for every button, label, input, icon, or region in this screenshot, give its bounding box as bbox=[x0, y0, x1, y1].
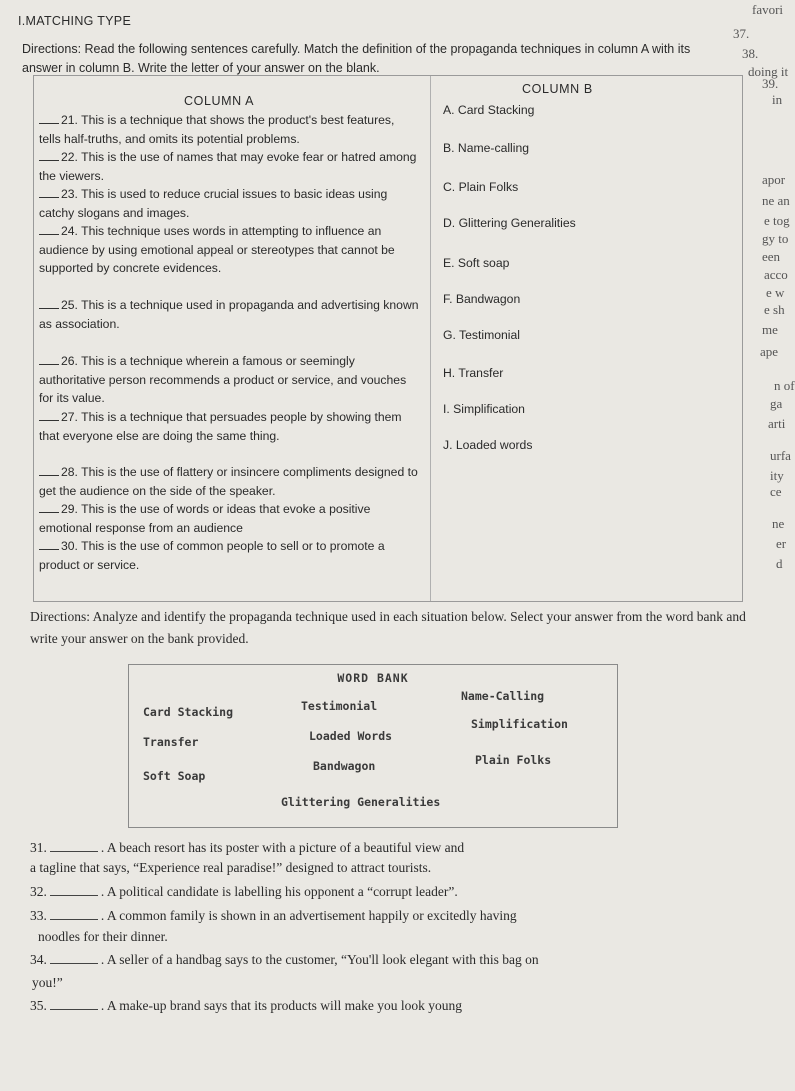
column-b-option: B. Name-calling bbox=[443, 141, 530, 155]
column-a-item: 29. This is the use of words or ideas that evoke a positive emotional response from an audience bbox=[39, 502, 371, 535]
margin-fragment: 39. bbox=[762, 76, 779, 91]
answer-blank[interactable] bbox=[39, 352, 59, 365]
answer-blank[interactable] bbox=[39, 222, 59, 235]
margin-fragment: acco bbox=[764, 267, 788, 282]
matching-table bbox=[33, 75, 743, 602]
word-bank-item: Card Stacking bbox=[143, 705, 234, 719]
margin-fragment: ity bbox=[770, 468, 784, 483]
column-a-item: 25. This is a technique used in propaganda and advertising known as association. bbox=[39, 298, 419, 331]
margin-fragment: e tog bbox=[764, 213, 790, 228]
margin-fragment: gy to bbox=[762, 231, 789, 246]
word-bank-item: Bandwagon bbox=[313, 759, 376, 773]
margin-fragment: n of bbox=[774, 378, 795, 393]
answer-blank[interactable] bbox=[39, 296, 59, 309]
margin-fragment: favori bbox=[752, 2, 784, 17]
word-bank-item: Glittering Generalities bbox=[281, 795, 441, 809]
question-33: 33. . A common family is shown in an advertisement happily or excitedly having bbox=[30, 908, 517, 923]
answer-blank[interactable] bbox=[39, 463, 59, 476]
word-bank-box bbox=[128, 664, 618, 828]
question-35: 35. . A make-up brand says that its products will make you look young bbox=[30, 998, 462, 1013]
column-a-item: 24. This technique uses words in attempting to influence an audience by using emotional appeal or stereotypes that cannot be supported by concrete evidences. bbox=[39, 224, 395, 275]
word-bank-item: Plain Folks bbox=[475, 753, 552, 767]
section-title: I.MATCHING TYPE bbox=[18, 14, 132, 28]
margin-fragment: 38. bbox=[742, 46, 759, 61]
margin-fragment: een bbox=[762, 249, 781, 264]
directions-part-2: Directions: Analyze and identify the propaganda technique used in each situation below. Select your answer from the word bank and write your answer on the bank provided. bbox=[30, 609, 746, 646]
margin-fragment: ga bbox=[770, 396, 783, 411]
question-32: 32. . A political candidate is labelling his opponent a “corrupt leader”. bbox=[30, 884, 458, 899]
word-bank-item: Name-Calling bbox=[461, 689, 545, 703]
column-b-option: D. Glittering Generalities bbox=[443, 216, 576, 230]
column-a-item: 27. This is a technique that persuades people by showing them that everyone else are doing the same thing. bbox=[39, 410, 402, 443]
column-a-item: 30. This is the use of common people to sell or to promote a product or service. bbox=[39, 539, 385, 572]
question-33-continued: noodles for their dinner. bbox=[38, 929, 168, 944]
question-31: 31. . A beach resort has its poster with a picture of a beautiful view and bbox=[30, 840, 465, 855]
column-b-option: J. Loaded words bbox=[443, 438, 533, 452]
column-a-item: 21. This is a technique that shows the product's best features, tells half-truths, and omits its potential problems. bbox=[39, 113, 395, 146]
answer-blank[interactable] bbox=[39, 408, 59, 421]
question-34: 34. . A seller of a handbag says to the customer, “You'll look elegant with this bag on bbox=[30, 952, 539, 967]
answer-blank[interactable] bbox=[39, 185, 59, 198]
answer-blank[interactable] bbox=[39, 148, 59, 161]
directions-text: Directions: Read the following sentences carefully. Match the definition of the propaganda techniques in column A with its answer in column B. Write the letter of your answer on the blank. bbox=[22, 42, 691, 75]
question-31-continued: a tagline that says, “Experience real paradise!” designed to attract tourists. bbox=[30, 860, 432, 875]
answer-blank[interactable] bbox=[50, 997, 98, 1010]
column-a-item: 26. This is a technique wherein a famous or seemingly authoritative person recommends a product or service, and vouches for its value. bbox=[39, 354, 407, 405]
answer-blank[interactable] bbox=[50, 839, 98, 852]
answer-blank[interactable] bbox=[39, 537, 59, 550]
column-b-option: F. Bandwagon bbox=[443, 292, 521, 306]
column-b-option: I. Simplification bbox=[443, 402, 525, 416]
question-34-continued: you!” bbox=[32, 975, 63, 990]
column-b-option: G. Testimonial bbox=[443, 328, 520, 342]
column-a-item: 28. This is the use of flattery or insincere compliments designed to get the audience on the side of the speaker. bbox=[39, 465, 418, 498]
margin-fragment: e sh bbox=[764, 302, 785, 317]
column-divider bbox=[430, 76, 431, 601]
word-bank-title: WORD BANK bbox=[337, 671, 409, 685]
column-b-option: H. Transfer bbox=[443, 366, 504, 380]
margin-fragment: d bbox=[776, 556, 783, 571]
answer-blank[interactable] bbox=[50, 951, 98, 964]
margin-fragment: apor bbox=[762, 172, 786, 187]
margin-fragment: in bbox=[772, 92, 783, 107]
word-bank-item: Soft Soap bbox=[143, 769, 206, 783]
word-bank-item: Loaded Words bbox=[309, 729, 393, 743]
word-bank-item: Transfer bbox=[143, 735, 199, 749]
margin-fragment: e w bbox=[766, 285, 785, 300]
column-a-header: COLUMN A bbox=[184, 94, 255, 108]
answer-blank[interactable] bbox=[50, 883, 98, 896]
column-a-item: 23. This is used to reduce crucial issues to basic ideas using catchy slogans and images. bbox=[39, 187, 388, 220]
answer-blank[interactable] bbox=[39, 111, 59, 124]
margin-fragment: ape bbox=[760, 344, 779, 359]
margin-fragment: ne bbox=[772, 516, 785, 531]
column-b-option: C. Plain Folks bbox=[443, 180, 519, 194]
answer-blank[interactable] bbox=[50, 907, 98, 920]
margin-fragment: 37. bbox=[733, 26, 750, 41]
margin-fragment: arti bbox=[768, 416, 786, 431]
word-bank-item: Testimonial bbox=[301, 699, 378, 713]
margin-fragment: ce bbox=[770, 484, 782, 499]
margin-fragment: doing it bbox=[748, 64, 789, 79]
margin-fragment: me bbox=[762, 322, 778, 337]
margin-fragment: urfa bbox=[770, 448, 791, 463]
column-a-item: 22. This is the use of names that may evoke fear or hatred among the viewers. bbox=[39, 150, 417, 183]
margin-fragment: er bbox=[776, 536, 787, 551]
answer-blank[interactable] bbox=[39, 500, 59, 513]
column-b-option: E. Soft soap bbox=[443, 256, 510, 270]
margin-fragment: ne an bbox=[762, 193, 790, 208]
column-b-option: A. Card Stacking bbox=[443, 103, 535, 117]
word-bank-item: Simplification bbox=[471, 717, 568, 731]
column-b-header: COLUMN B bbox=[522, 82, 593, 96]
